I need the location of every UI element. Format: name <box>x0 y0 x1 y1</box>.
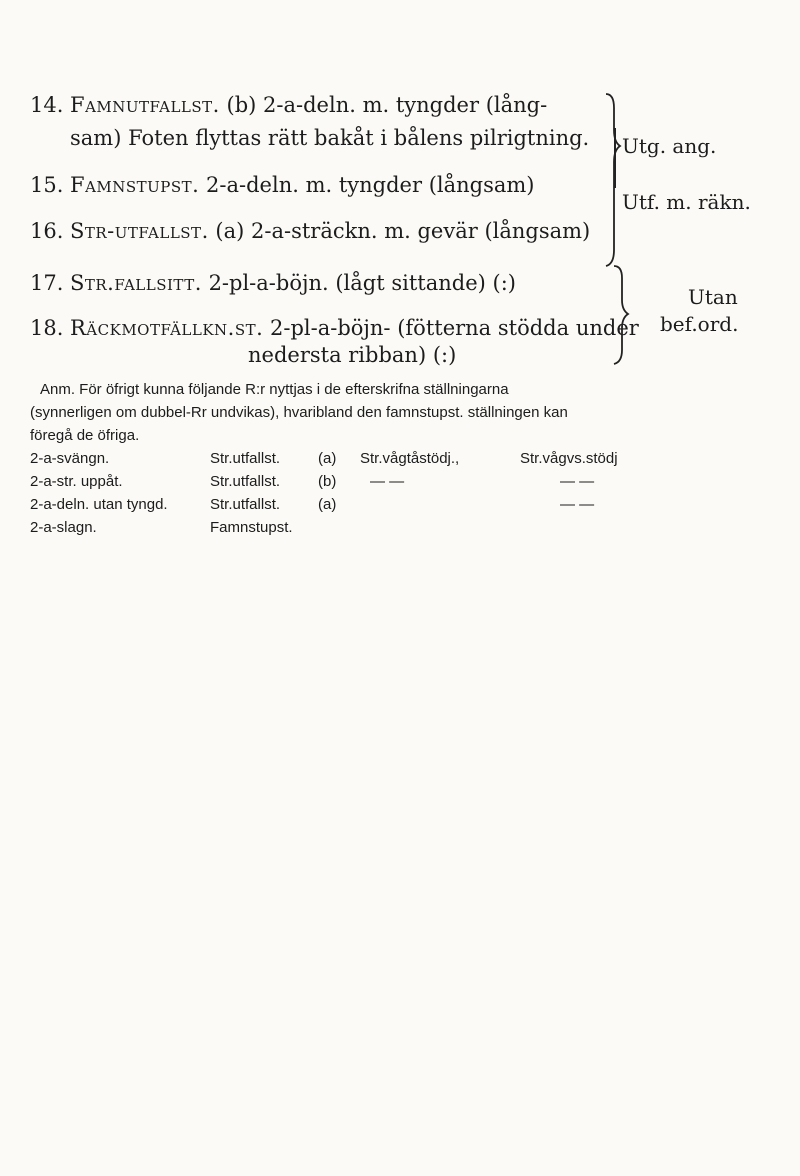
entry-14 <box>30 90 547 120</box>
entry-text: (b) 2-a-deln. m. tyngder (lång- <box>219 93 548 117</box>
side-note-utf: Utf. m. räkn. <box>622 190 751 214</box>
entry-number: 18. <box>30 316 64 340</box>
entry-text: (a) 2-a-sträckn. m. gevär (långsam) <box>208 219 591 243</box>
table-cell: 2-a-slagn. <box>30 519 97 536</box>
entry-17 <box>30 268 516 298</box>
entry-title: Famnstupst. <box>70 173 200 197</box>
table-cell: (a) <box>318 496 337 513</box>
entry-number: 16. <box>30 219 64 243</box>
table-cell: 2-a-svängn. <box>30 450 110 467</box>
side-note-utan: Utan <box>688 285 738 309</box>
entry-text: 2-a-deln. m. tyngder (långsam) <box>199 173 535 197</box>
table-cell: (b) <box>318 473 337 490</box>
entry-title: Str-utfallst. <box>70 219 209 243</box>
table-cell: Str.utfallst. <box>210 496 281 513</box>
anm-line-2: (synnerligen om dubbel-Rr undvikas), hvaribland den famnstupst. ställningen kan <box>30 404 568 421</box>
entry-text: 2-pl-a-böjn- (fötterna stödda under <box>263 316 639 340</box>
table-cell: Str.vågvs.stödj <box>520 450 618 467</box>
table-cell: — — <box>370 473 405 490</box>
entry-number: 15. <box>30 173 64 197</box>
entry-16 <box>30 216 590 246</box>
anm-line-3: föregå de öfriga. <box>30 427 140 444</box>
brace-lower <box>612 262 632 367</box>
side-note-beford: bef.ord. <box>660 312 739 336</box>
table-cell: Str.vågtåstödj., <box>360 450 460 467</box>
table-cell: 2-a-deln. utan tyngd. <box>30 496 168 513</box>
entry-18-line2: nedersta ribban) (:) <box>248 343 457 367</box>
side-note-utg: Utg. ang. <box>622 134 717 158</box>
entry-text: 2-pl-a-böjn. (lågt sittande) (:) <box>201 271 516 295</box>
entry-number: 14. <box>30 93 64 117</box>
entry-title: Famnutfallst. <box>70 93 220 117</box>
table-cell: Str.utfallst. <box>210 450 281 467</box>
table-cell: 2-a-str. uppåt. <box>30 473 123 490</box>
entry-number: 17. <box>30 271 64 295</box>
table-cell: (a) <box>318 450 337 467</box>
table-cell: — — <box>560 496 595 513</box>
table-cell: — — <box>560 473 595 490</box>
entry-15 <box>30 170 535 200</box>
brace-divider <box>614 128 616 188</box>
entry-18 <box>30 313 639 343</box>
entry-title: Str.fallsitt. <box>70 271 202 295</box>
entry-14-line2: sam) Foten flyttas rätt bakåt i bålens pilrigtning. <box>70 126 590 150</box>
anm-line-1: Anm. För öfrigt kunna följande R:r nyttjas i de efterskrifna ställningarna <box>40 381 509 398</box>
table-cell: Famnstupst. <box>210 519 293 536</box>
entry-title: Räckmotfällkn.st. <box>70 316 264 340</box>
table-cell: Str.utfallst. <box>210 473 281 490</box>
